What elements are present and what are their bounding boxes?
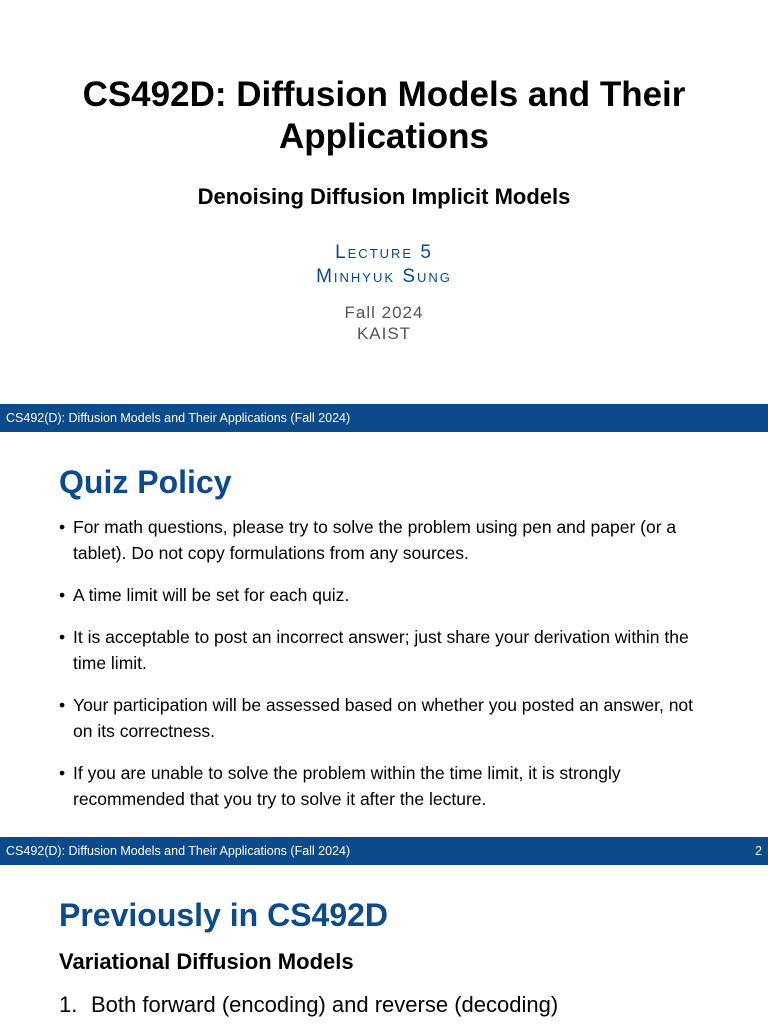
bullet-text: It is acceptable to post an incorrect answer; just share your derivation within the time limit. [73, 627, 689, 673]
slide-footer [0, 837, 768, 865]
bullet-text: If you are unable to solve the problem within the time limit, it is strongly recommended that you try to solve it after the lecture. [73, 763, 621, 809]
previously-slide [0, 865, 768, 1024]
title-slide [0, 0, 768, 404]
slide-title: Previously in CS492D [59, 897, 389, 933]
bullet-icon: • [59, 695, 66, 715]
footer-text: CS492(D): Diffusion Models and Their Applications (Fall 2024) [6, 411, 351, 425]
author-name: Minhyuk Sung [316, 266, 452, 287]
bullet-text: Your participation will be assessed based on whether you posted an answer, not on its correctness. [73, 695, 694, 741]
school: KAIST [356, 324, 412, 343]
numbered-item [59, 992, 558, 1018]
list-item [59, 760, 709, 812]
bullet-icon: • [59, 627, 66, 647]
bullet-list [59, 514, 709, 828]
bullet-text: For math questions, please try to solve the problem using pen and paper (or a tablet). Do not copy formulations from any sources. [73, 517, 677, 563]
page-number: 2 [755, 844, 762, 858]
section-heading: Variational Diffusion Models [59, 949, 354, 974]
bullet-icon: • [59, 517, 66, 537]
list-item [59, 692, 709, 744]
list-item [59, 624, 709, 676]
item-text: Both forward (encoding) and reverse (decoding) [91, 992, 559, 1017]
bullet-icon: • [59, 763, 66, 783]
list-item [59, 582, 709, 608]
list-item [59, 514, 709, 566]
bullet-icon: • [59, 585, 66, 605]
course-title: CS492D: Diffusion Models and Their Applications [82, 75, 686, 156]
term: Fall 2024 [344, 303, 424, 322]
footer-text: CS492(D): Diffusion Models and Their Applications (Fall 2024) [6, 844, 351, 858]
lecture-subtitle: Denoising Diffusion Implicit Models [197, 184, 571, 209]
bullet-text: A time limit will be set for each quiz. [73, 585, 350, 605]
slide-footer [0, 404, 768, 432]
item-number: 1. [59, 992, 78, 1017]
quiz-policy-slide [0, 432, 768, 837]
lecture-number: Lecture 5 [335, 242, 433, 263]
slide-title: Quiz Policy [59, 464, 232, 500]
